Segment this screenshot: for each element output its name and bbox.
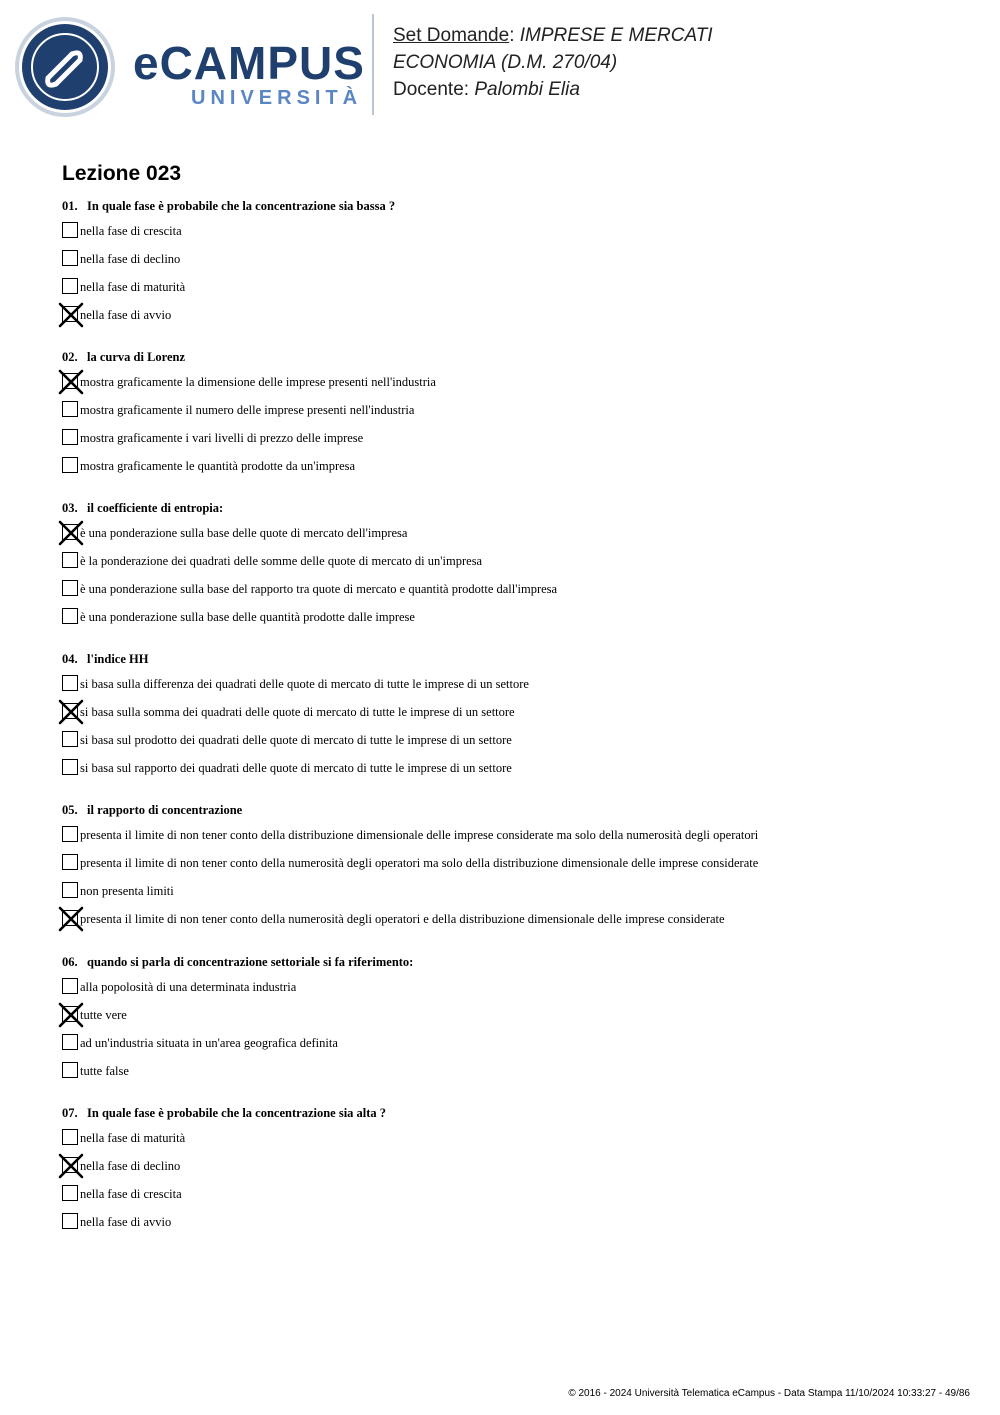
answer-option: [62, 457, 972, 485]
checkbox-icon[interactable]: [62, 882, 78, 898]
checked-checkbox-icon[interactable]: [62, 910, 78, 926]
answer-option-text: mostra graficamente i vari livelli di prezzo delle imprese: [80, 431, 364, 445]
checkbox-icon[interactable]: [62, 1034, 78, 1050]
checkbox-icon[interactable]: [62, 759, 78, 775]
answer-option-text: si basa sul prodotto dei quadrati delle quote di mercato di tutte le imprese di un settore: [80, 733, 512, 747]
question-number: 04.: [62, 652, 78, 666]
ecampus-seal-logo-icon: [14, 16, 116, 118]
answer-option: [62, 373, 972, 401]
answer-option: [62, 1006, 972, 1034]
answer-option-text: nella fase di declino: [80, 1159, 181, 1173]
answer-option: [62, 826, 972, 854]
question-text: In quale fase è probabile che la concentrazione sia alta ?: [87, 1106, 387, 1120]
answer-option: [62, 1034, 972, 1062]
checked-checkbox-icon[interactable]: [62, 1006, 78, 1022]
answer-option-text: si basa sulla differenza dei quadrati delle quote di mercato di tutte le imprese di un settore: [80, 677, 529, 691]
answer-option-text: presenta il limite di non tener conto della numerosità degli operatori ma solo della distribuzione dimensionale delle imprese considerate: [80, 856, 759, 870]
question-text: la curva di Lorenz: [87, 350, 186, 364]
answer-option: [62, 703, 972, 731]
checked-checkbox-icon[interactable]: [62, 1157, 78, 1173]
checkbox-icon[interactable]: [62, 1213, 78, 1229]
answer-option-text: tutte vere: [80, 1008, 127, 1022]
question-text: il coefficiente di entropia:: [87, 501, 224, 515]
answer-option: [62, 552, 972, 580]
answer-option-text: mostra graficamente il numero delle imprese presenti nell'industria: [80, 403, 415, 417]
question-number: 07.: [62, 1106, 78, 1120]
answer-option: [62, 222, 972, 250]
answer-option: [62, 524, 972, 552]
teacher-label: Docente:: [393, 79, 470, 100]
set-title-line1: IMPRESE E MERCATI: [519, 25, 713, 46]
checkbox-icon[interactable]: [62, 222, 78, 238]
answer-option: [62, 1129, 972, 1157]
answer-option-text: tutte false: [80, 1064, 129, 1078]
answer-option: [62, 278, 972, 306]
answer-option-text: ad un'industria situata in un'area geografica definita: [80, 1036, 338, 1050]
checkbox-icon[interactable]: [62, 1185, 78, 1201]
question-number: 03.: [62, 501, 78, 515]
answer-option-text: nella fase di avvio: [80, 1215, 172, 1229]
checkbox-icon[interactable]: [62, 429, 78, 445]
checkbox-icon[interactable]: [62, 978, 78, 994]
answer-option-text: è una ponderazione sulla base del rapporto tra quote di mercato e quantità prodotte dall'impresa: [80, 582, 558, 596]
answer-option: [62, 675, 972, 703]
question-title: [62, 952, 972, 972]
checkbox-icon[interactable]: [62, 457, 78, 473]
checkbox-icon[interactable]: [62, 278, 78, 294]
answer-option: [62, 250, 972, 278]
checkbox-icon[interactable]: [62, 1129, 78, 1145]
answer-option: [62, 1157, 972, 1185]
checkbox-icon[interactable]: [62, 675, 78, 691]
answer-option-text: presenta il limite di non tener conto della distribuzione dimensionale delle imprese considerate ma solo della numerosità degli operatori: [80, 828, 759, 842]
answer-option: [62, 306, 972, 334]
question-title: [62, 800, 972, 820]
question-text: l'indice HH: [87, 652, 149, 666]
set-title-line2: ECONOMIA (D.M. 270/04): [393, 52, 618, 73]
answer-option-text: mostra graficamente la dimensione delle imprese presenti nell'industria: [80, 375, 436, 389]
answer-option-text: alla popolosità di una determinata industria: [80, 980, 297, 994]
set-label: Set Domande: [393, 25, 510, 46]
answer-option-text: è una ponderazione sulla base delle quote di mercato dell'impresa: [80, 526, 408, 540]
answer-option: [62, 1213, 972, 1241]
question-number: 01.: [62, 199, 78, 213]
question-title: [62, 196, 972, 216]
document-header: [0, 0, 1000, 130]
answer-option: [62, 910, 972, 938]
answer-option-text: mostra graficamente le quantità prodotte da un'impresa: [80, 459, 356, 473]
checkbox-icon[interactable]: [62, 401, 78, 417]
checkbox-icon[interactable]: [62, 731, 78, 747]
page-footer: © 2016 - 2024 Università Telematica eCampus - Data Stampa 11/10/2024 10:33:27 - 49/86: [568, 1388, 970, 1399]
question-title: [62, 1103, 972, 1123]
question-number: 05.: [62, 803, 78, 817]
checkbox-icon[interactable]: [62, 854, 78, 870]
answer-option: [62, 608, 972, 636]
question-block: [62, 196, 972, 334]
question-text: quando si parla di concentrazione settoriale si fa riferimento:: [87, 955, 414, 969]
answer-option: [62, 580, 972, 608]
answer-option-text: nella fase di maturità: [80, 280, 186, 294]
logo-brand-text: eCAMPUS: [133, 37, 365, 89]
question-block: [62, 347, 972, 485]
question-title: [62, 347, 972, 367]
answer-option: [62, 429, 972, 457]
answer-option-text: è una ponderazione sulla base delle quantità prodotte dalle imprese: [80, 610, 415, 624]
answer-option: [62, 882, 972, 910]
checked-checkbox-icon[interactable]: [62, 373, 78, 389]
question-block: [62, 952, 972, 1090]
answer-option: [62, 1062, 972, 1090]
checkbox-icon[interactable]: [62, 826, 78, 842]
answer-option-text: si basa sulla somma dei quadrati delle quote di mercato di tutte le imprese di un settore: [80, 705, 515, 719]
answer-option: [62, 978, 972, 1006]
teacher-name: Palombi Elia: [474, 79, 580, 100]
header-divider: [372, 14, 374, 115]
answer-option-text: è la ponderazione dei quadrati delle somme delle quote di mercato di un'impresa: [80, 554, 483, 568]
answer-option-text: nella fase di crescita: [80, 1187, 182, 1201]
answer-option-text: nella fase di maturità: [80, 1131, 186, 1145]
answer-option-text: nella fase di crescita: [80, 224, 182, 238]
answer-option: [62, 731, 972, 759]
checkbox-icon[interactable]: [62, 1062, 78, 1078]
question-title: [62, 649, 972, 669]
answer-option: [62, 401, 972, 429]
question-text: In quale fase è probabile che la concentrazione sia bassa ?: [87, 199, 396, 213]
checked-checkbox-icon[interactable]: [62, 306, 78, 322]
answer-option: [62, 854, 972, 882]
question-block: [62, 1103, 972, 1241]
checkbox-icon[interactable]: [62, 250, 78, 266]
answer-option-text: presenta il limite di non tener conto della numerosità degli operatori e della distribuzione dimensionale delle imprese considerate: [80, 912, 725, 926]
answer-option: [62, 759, 972, 787]
answer-option-text: nella fase di avvio: [80, 308, 172, 322]
logo-sub-text: UNIVERSITÀ: [191, 87, 363, 109]
checked-checkbox-icon[interactable]: [62, 703, 78, 719]
question-number: 02.: [62, 350, 78, 364]
answer-option: [62, 1185, 972, 1213]
checkbox-icon[interactable]: [62, 608, 78, 624]
answer-option-text: nella fase di declino: [80, 252, 181, 266]
question-block: [62, 800, 972, 938]
checkbox-icon[interactable]: [62, 552, 78, 568]
question-text: il rapporto di concentrazione: [87, 803, 243, 817]
checked-checkbox-icon[interactable]: [62, 524, 78, 540]
lesson-title: Lezione 023: [62, 162, 182, 185]
question-number: 06.: [62, 955, 78, 969]
set-colon: :: [509, 25, 515, 46]
question-block: [62, 649, 972, 787]
question-block: [62, 498, 972, 636]
header-info: [393, 22, 713, 103]
question-title: [62, 498, 972, 518]
answer-option-text: si basa sul rapporto dei quadrati delle quote di mercato di tutte le imprese di un settore: [80, 761, 512, 775]
checkbox-icon[interactable]: [62, 580, 78, 596]
answer-option-text: non presenta limiti: [80, 884, 174, 898]
